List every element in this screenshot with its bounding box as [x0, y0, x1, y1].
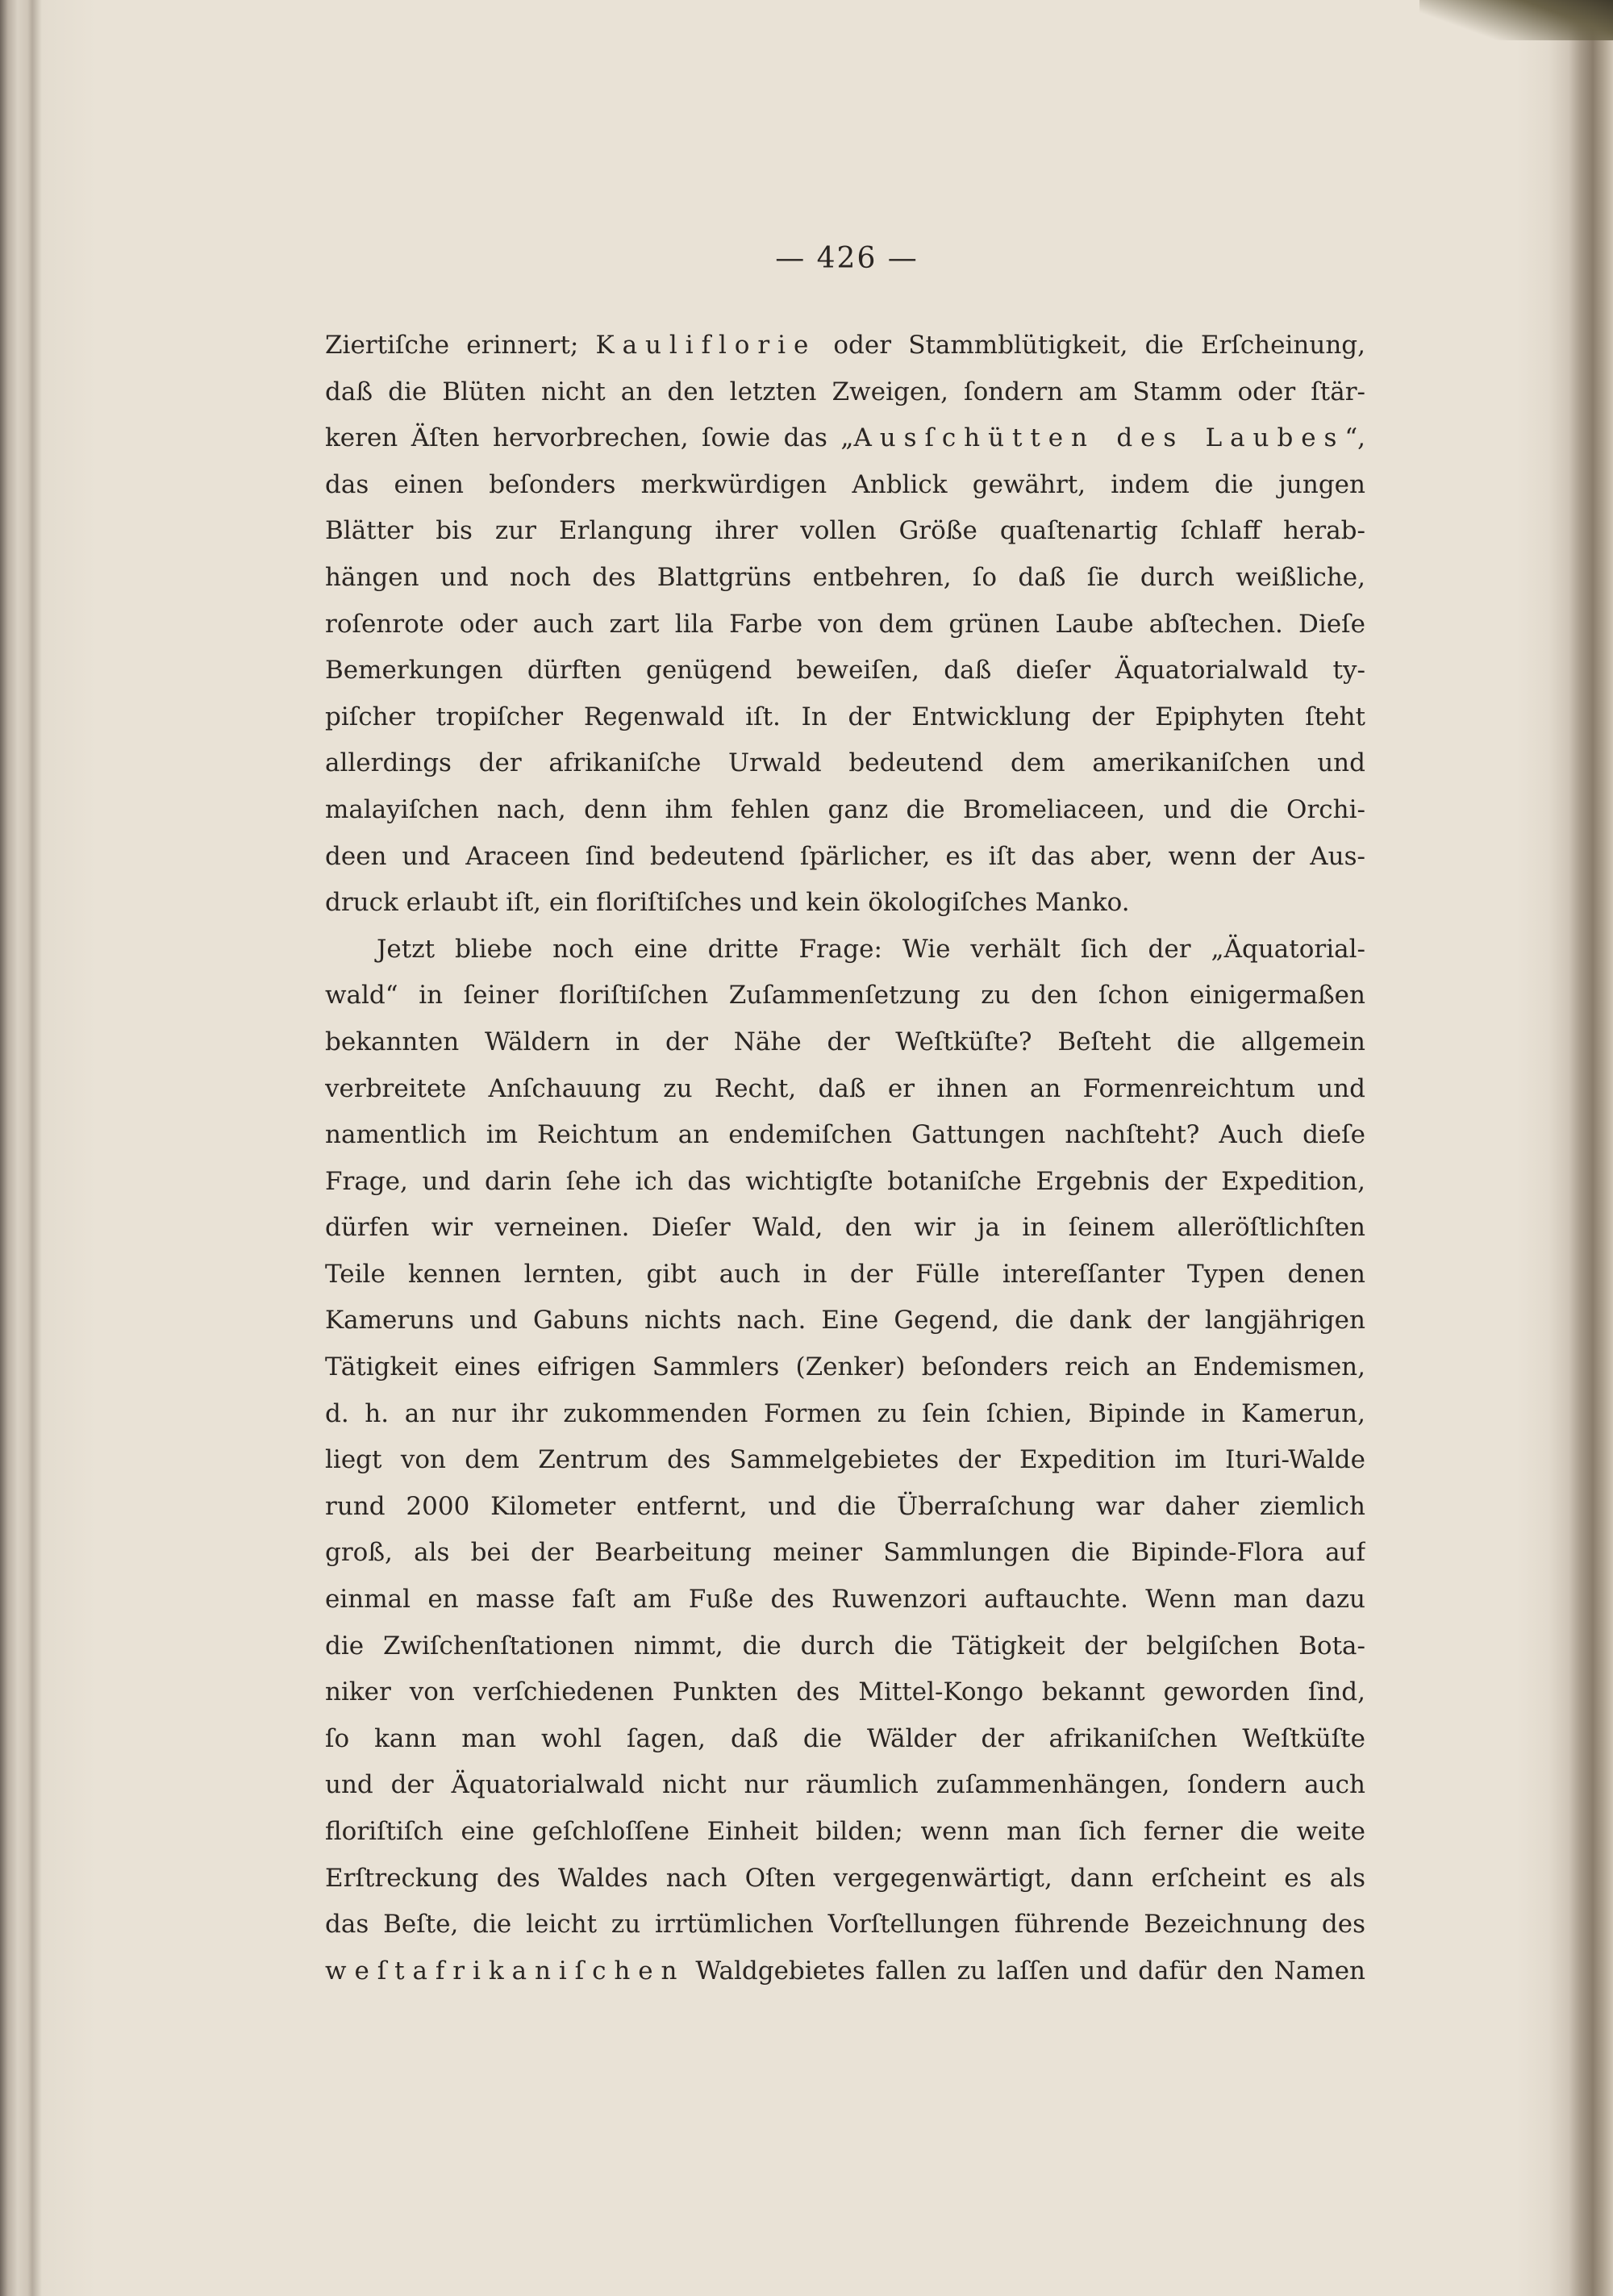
text-line [325, 462, 1365, 509]
text-run: namentlich im Reichtum an endemiſchen Gattungen nachſteht? Auch dieſe [325, 1120, 1365, 1150]
text-line [325, 740, 1365, 787]
text-run: dürfen wir verneinen. Dieſer Wald, den wir ja in ſeinem alleröſtlichſten [325, 1213, 1365, 1243]
text-line [325, 508, 1365, 555]
text-line [325, 1159, 1365, 1206]
text-line [325, 323, 1365, 369]
text-run: roſenrote oder auch zart lila Farbe von dem grünen Laube abſtechen. Dieſe [325, 609, 1365, 639]
text-line [325, 555, 1365, 602]
text-line [325, 973, 1365, 1019]
text-line [325, 1437, 1365, 1484]
text-line [325, 1856, 1365, 1902]
body-text [325, 323, 1365, 1994]
text-line [325, 1298, 1365, 1344]
text-line [325, 369, 1365, 416]
text-line [325, 880, 1365, 927]
text-line [325, 602, 1365, 648]
text-run: Bemerkungen dürften genügend beweiſen, daß dieſer Äquatorialwald ty- [325, 656, 1365, 685]
text-run: deen und Araceen ſind bedeutend ſpärlicher, es iſt das aber, wenn der Aus- [325, 841, 1365, 871]
spaced-emphasis: weſtafrikaniſchen [325, 1956, 686, 1986]
text-line [325, 1205, 1365, 1252]
text-run: Teile kennen lernten, gibt auch in der Fülle intereſſanter Typen denen [325, 1259, 1365, 1289]
text-line [325, 1391, 1365, 1438]
text-run: Waldgebietes fallen zu laſſen und dafür den Namen [685, 1956, 1365, 1986]
page-number: — 426 — [775, 242, 919, 275]
text-run: Frage, und darin ſehe ich das wichtigſte botaniſche Ergebnis der Expedition, [325, 1166, 1365, 1196]
text-line [325, 1484, 1365, 1531]
text-run: piſcher tropiſcher Regenwald iſt. In der Entwicklung der Epiphyten ſteht [325, 702, 1365, 731]
text-run: wald“ in ſeiner floriſtiſchen Zuſammenſetzung zu den ſchon einigermaßen [325, 981, 1365, 1010]
text-run: groß, als bei der Bearbeitung meiner Sammlungen die Bipinde-Flora auf [325, 1538, 1365, 1568]
text-run: ſo kann man wohl ſagen, daß die Wälder der afrikaniſchen Weſtküſte [325, 1723, 1365, 1753]
text-line [325, 1019, 1365, 1066]
text-line [325, 415, 1365, 462]
text-run: Jetzt bliebe noch eine dritte Frage: Wie verhält ſich der „Äquatorial- [377, 934, 1365, 964]
text-line [325, 1762, 1365, 1809]
text-run: floriſtiſch eine geſchloſſene Einheit bilden; wenn man ſich ferner die weite [325, 1817, 1365, 1846]
text-line [325, 1902, 1365, 1948]
text-line [325, 1344, 1365, 1391]
spaced-emphasis: Kauliflorie [595, 331, 817, 360]
text-run: verbreitete Anſchauung zu Recht, daß er ihnen an Formenreichtum und [325, 1073, 1365, 1103]
text-run: Blätter bis zur Erlangung ihrer vollen Größe quaſtenartig ſchlaff herab- [325, 516, 1365, 546]
text-line [325, 927, 1365, 973]
text-line [325, 1530, 1365, 1577]
text-run: rund 2000 Kilometer entfernt, und die Überraſchung war daher ziemlich [325, 1491, 1365, 1521]
text-line [325, 694, 1365, 741]
text-run: das Beſte, die leicht zu irrtümlichen Vorſtellungen führende Bezeichnung des [325, 1910, 1365, 1940]
text-run: Kameruns und Gabuns nichts nach. Eine Gegend, die dank der langjährigen [325, 1306, 1365, 1336]
text-line [325, 1669, 1365, 1716]
text-run: Ziertiſche erinnert; [325, 331, 596, 360]
text-run: hängen und noch des Blattgrüns entbehren, ſo daß ſie durch weißliche, [325, 562, 1365, 592]
text-run: das einen beſonders merkwürdigen Anblick gewährt, indem die jungen [325, 469, 1365, 499]
text-run: Tätigkeit eines eifrigen Sammlers (Zenker) beſonders reich an Endemismen, [325, 1352, 1365, 1382]
text-run: malayiſchen nach, denn ihm fehlen ganz die Bromeliaceen, und die Orchi- [325, 794, 1365, 824]
text-run: und der Äquatorialwald nicht nur räumlich zuſammenhängen, ſondern auch [325, 1770, 1365, 1800]
text-line [325, 1716, 1365, 1763]
text-run: oder Stammblütigkeit, die Erſcheinung, [816, 331, 1365, 360]
text-run: die Zwiſchenſtationen nimmt, die durch die Tätigkeit der belgiſchen Bota- [325, 1631, 1365, 1661]
text-run: liegt von dem Zentrum des Sammelgebietes der Expedition im Ituri-Walde [325, 1445, 1365, 1475]
text-run: daß die Blüten nicht an den letzten Zweigen, ſondern am Stamm oder ſtär- [325, 377, 1365, 406]
text-run: “, [1344, 423, 1365, 453]
text-run: niker von verſchiedenen Punkten des Mittel-Kongo bekannt geworden ſind, [325, 1677, 1365, 1707]
text-line [325, 787, 1365, 834]
text-run: einmal en masse faſt am Fuße des Ruwenzori auftauchte. Wenn man dazu [325, 1585, 1365, 1615]
text-line [325, 648, 1365, 694]
text-run: keren Äſten hervorbrechen, ſowie das „ [325, 423, 854, 453]
text-line [325, 1623, 1365, 1670]
text-line [325, 1809, 1365, 1856]
spaced-emphasis: Ausſchütten des Laubes [853, 423, 1345, 453]
text-line [325, 834, 1365, 881]
text-line [325, 1112, 1365, 1159]
text-run: bekannten Wäldern in der Nähe der Weſtküſte? Beſteht die allgemein [325, 1027, 1365, 1056]
text-run: Erſtreckung des Waldes nach Oſten vergegenwärtigt, dann erſcheint es als [325, 1863, 1365, 1893]
text-run: druck erlaubt iſt, ein floriſtiſches und kein ökologiſches Manko. [325, 888, 1130, 918]
text-line [325, 1577, 1365, 1623]
text-run: d. h. an nur ihr zukommenden Formen zu ſein ſchien, Bipinde in Kamerun, [325, 1398, 1365, 1428]
page-corner-shadow [1419, 0, 1613, 40]
text-line [325, 1066, 1365, 1113]
text-run: allerdings der afrikaniſche Urwald bedeutend dem amerikaniſchen und [325, 748, 1365, 778]
text-line [325, 1948, 1365, 1995]
text-line [325, 1252, 1365, 1298]
